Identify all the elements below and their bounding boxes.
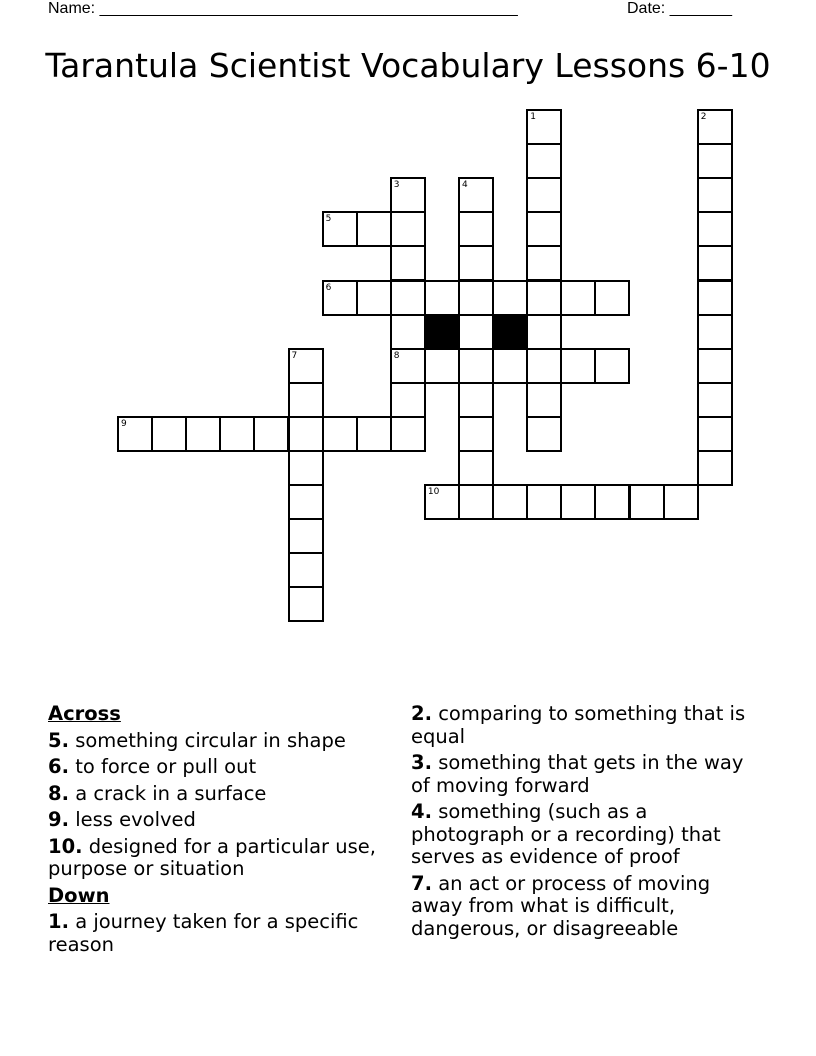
crossword-cell[interactable] [424,348,460,384]
crossword-cell[interactable] [424,484,460,520]
crossword-cell[interactable] [458,245,494,281]
crossword-cell[interactable] [458,177,494,213]
crossword-cell[interactable] [663,484,699,520]
clue-down-1 [48,911,383,956]
crossword-cell[interactable] [424,280,460,316]
clue-down-3 [411,752,756,797]
crossword-cell[interactable] [526,177,562,213]
crossword-cell[interactable] [629,484,665,520]
clue-number-label: 2 [700,112,707,122]
crossword-cell[interactable] [288,586,324,622]
crossword-cell[interactable] [697,177,733,213]
clue-number-label: 10 [427,487,440,498]
clue-number: 7. [411,871,432,895]
crossword-cell[interactable] [526,211,562,247]
clue-text: an act or process of moving away from what is difficult, dangerous, or disagreeable [411,871,711,940]
crossword-cell[interactable] [356,416,392,452]
clue-number-label: 9 [121,418,127,429]
crossword-cell[interactable] [322,280,358,316]
crossword-cell[interactable] [697,314,733,350]
crossword-cell[interactable] [390,211,426,247]
crossword-cell[interactable] [594,280,630,316]
clue-text: to force or pull out [75,755,257,778]
date-line: Date: _______ [627,0,732,17]
crossword-cell[interactable] [288,348,324,384]
crossword-cell[interactable] [560,280,596,316]
clues-left-column [48,703,383,956]
crossword-cell[interactable] [322,211,358,247]
clue-text: something (such as a photograph or a recording) that serves as evidence of proof [411,800,721,868]
crossword-cell[interactable] [390,314,426,350]
crossword-cell[interactable] [594,484,630,520]
crossword-cell[interactable] [117,416,153,452]
crossword-cell[interactable] [253,416,289,452]
clue-number: 2. [411,702,432,725]
crossword-cell[interactable] [185,416,221,452]
name-line: Name: _______________________________________________ [48,0,518,17]
crossword-cell[interactable] [458,211,494,247]
crossword-cell[interactable] [526,280,562,316]
clue-text: comparing to something that is equal [411,702,746,748]
clue-number: 10. [48,834,83,858]
crossword-cell[interactable] [560,348,596,384]
crossword-cell[interactable] [390,348,426,384]
across-heading: Across [48,702,121,725]
crossword-cell[interactable] [697,211,733,247]
clue-number-label: 7 [291,350,298,361]
crossword-cell[interactable] [390,177,426,213]
crossword-cell[interactable] [458,348,494,384]
clue-down-2 [411,703,756,748]
crossword-cell[interactable] [526,416,562,452]
clue-number-label: 1 [530,112,536,122]
crossword-cell[interactable] [288,416,324,452]
crossword-cell[interactable] [151,416,187,452]
crossword-cell[interactable] [697,382,733,418]
crossword-cell[interactable] [288,382,324,418]
page-title: Tarantula Scientist Vocabulary Lessons 6-10 [45,46,771,85]
clue-across-10 [48,836,383,881]
crossword-cell[interactable] [458,484,494,520]
crossword-cell[interactable] [390,382,426,418]
crossword-cell[interactable] [390,416,426,452]
clue-down-7 [411,873,756,941]
clue-number-label: 3 [393,180,400,191]
clue-number: 8. [48,781,69,805]
crossword-cell[interactable] [560,484,596,520]
clue-text: a journey taken for a specific reason [48,910,359,956]
crossword-cell[interactable] [288,484,324,520]
clue-text: designed for a particular use, purpose or situation [48,834,376,880]
crossword-cell[interactable] [288,450,324,486]
blocked-cell [424,314,460,350]
crossword-cell[interactable] [458,314,494,350]
clue-number: 5. [48,728,69,752]
clue-text: less evolved [75,808,196,831]
crossword-cell[interactable] [526,484,562,520]
crossword-cell[interactable] [492,484,528,520]
crossword-cell[interactable] [697,245,733,281]
crossword-cell[interactable] [526,348,562,384]
crossword-cell[interactable] [526,245,562,281]
crossword-cell[interactable] [697,109,733,145]
clue-text: a crack in a surface [75,781,267,805]
clue-number: 3. [411,751,432,774]
clue-down-4 [411,801,756,869]
clue-number: 4. [411,800,432,823]
crossword-cell[interactable] [492,280,528,316]
crossword-cell[interactable] [356,280,392,316]
clue-number: 1. [48,910,69,933]
crossword-cell[interactable] [458,450,494,486]
crossword-cell[interactable] [526,143,562,179]
clue-text: something that gets in the way of moving forward [411,751,744,797]
clue-across-9 [48,809,383,832]
clue-across-5 [48,730,383,753]
clue-number-label: 5 [325,214,332,225]
crossword-cell[interactable] [219,416,255,452]
crossword-cell[interactable] [526,109,562,145]
crossword-cell[interactable] [697,450,733,486]
crossword-cell[interactable] [492,348,528,384]
crossword-cell[interactable] [697,143,733,179]
crossword-cell[interactable] [697,416,733,452]
clue-number-label: 4 [462,180,468,191]
crossword-cell[interactable] [356,211,392,247]
clue-text: something circular in shape [75,728,346,752]
crossword-cell[interactable] [526,382,562,418]
crossword-cell[interactable] [288,552,324,588]
crossword-cell[interactable] [458,382,494,418]
clue-number: 9. [48,808,69,831]
clue-across-8 [48,783,383,806]
clue-number-label: 6 [325,282,332,293]
crossword-cell[interactable] [458,280,494,316]
crossword-cell[interactable] [458,416,494,452]
clue-number: 6. [48,755,69,778]
crossword-cell[interactable] [322,416,358,452]
clues-right-column [411,703,756,940]
blocked-cell [492,314,528,350]
crossword-cell[interactable] [697,280,733,316]
clue-number-label: 8 [393,350,400,361]
crossword-cell[interactable] [390,280,426,316]
crossword-cell[interactable] [390,245,426,281]
crossword-cell[interactable] [594,348,630,384]
down-heading: Down [48,883,110,907]
clue-across-6 [48,756,383,779]
crossword-cell[interactable] [288,518,324,554]
crossword-cell[interactable] [526,314,562,350]
crossword-cell[interactable] [697,348,733,384]
